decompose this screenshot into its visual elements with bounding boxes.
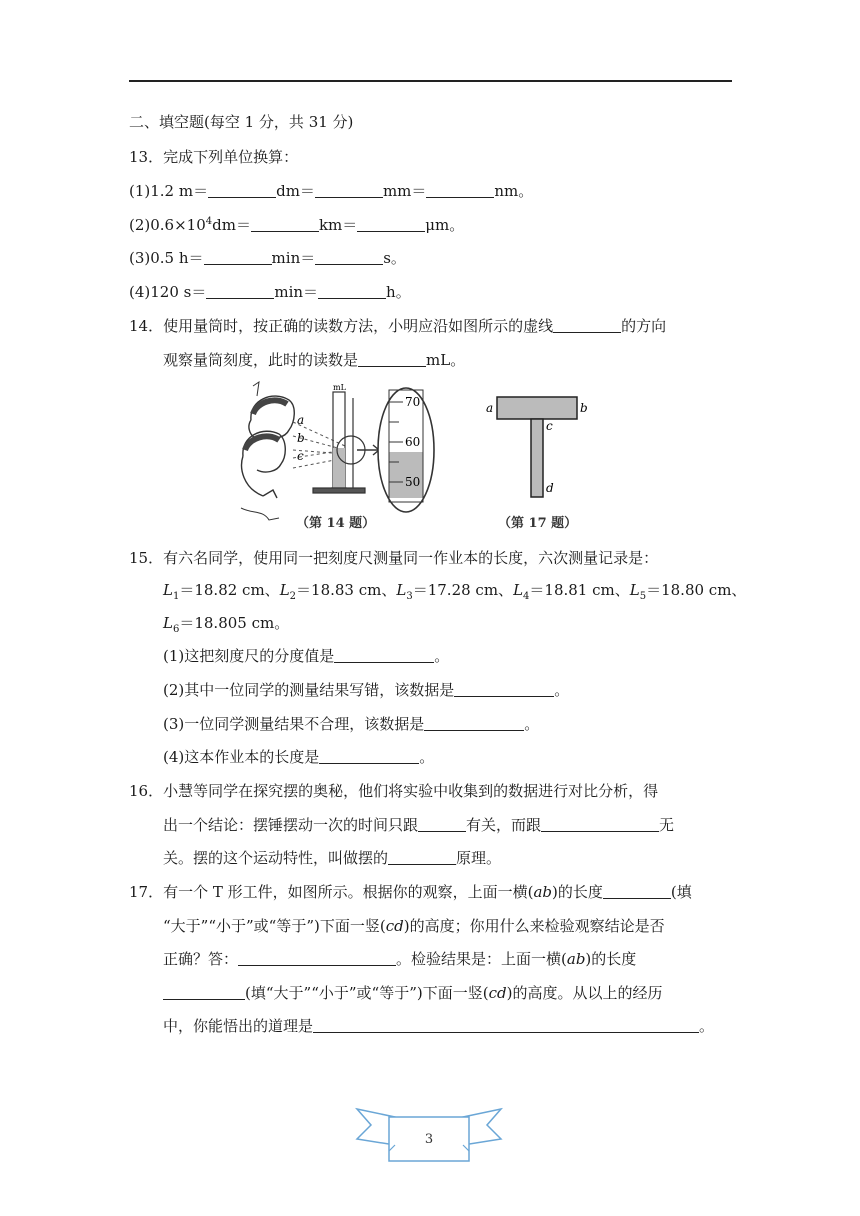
tick-70: 70 [405,395,421,409]
t-stem [531,419,543,497]
q16-line1: 16．小慧等同学在探究摆的奥秘，他们将实验中收集到的数据进行对比分析，得 [129,782,659,800]
answer-blank[interactable] [206,283,274,299]
answer-blank[interactable] [319,748,419,764]
figure-14-graduated-cylinder [233,378,448,533]
answer-blank[interactable] [313,1017,699,1033]
answer-blank[interactable] [418,816,466,832]
q15-line1: 15．有六名同学，使用同一把刻度尺测量同一作业本的长度，六次测量记录是： [129,549,659,567]
figure-17-caption: （第 17 题） [498,516,578,531]
answer-blank[interactable] [603,883,671,899]
zoom-arrow [357,445,379,455]
answer-blank[interactable] [251,216,319,232]
answer-blank[interactable] [318,283,386,299]
t-crossbar [497,397,577,419]
q16-line2: 出一个结论：摆锤摆动一次的时间只跟 有关，而跟 无 [163,816,675,834]
q17-line2: “大于”“小于”或“等于”)下面一竖(cd)的高度；你用什么来检验观察结论是否 [163,917,665,935]
eye-label-c: c [297,449,304,463]
answer-blank[interactable] [358,351,426,367]
graduated-cylinder [313,392,365,493]
q14-line1: 14．使用量筒时，按正确的读数方法，小明应沿如图所示的虚线 的方向 [129,317,667,335]
answer-blank[interactable] [454,681,554,697]
q15-sub2: (2)其中一位同学的测量结果写错，该数据是 。 [163,681,570,699]
answer-blank[interactable] [541,816,659,832]
eye-label-a: a [297,413,305,427]
page-footer-ribbon [355,1103,503,1165]
answer-blank[interactable] [357,216,425,232]
q15-sub4: (4)这本作业本的长度是 。 [163,748,435,766]
q13-part3: (3)0.5 h＝ min＝ s。 [129,249,406,267]
answer-blank[interactable] [204,249,272,265]
answer-blank[interactable] [424,715,524,731]
q15-sub3: (3)一位同学测量结果不合理，该数据是 。 [163,715,540,733]
answer-blank[interactable] [163,984,245,1000]
answer-blank[interactable] [388,849,456,865]
q15-line2: $L_1=18.82$ cm、$L_2=18.83$ cm、$L_3=17.28$ cm、$L_4=18.81$ cm、$L_5=18.80$ cm、 [163,581,747,602]
t-label-d: d [546,481,554,495]
header-rule [129,80,732,82]
answer-blank[interactable] [238,950,396,966]
q16-line3: 关。摆的这个运动特性，叫做摆的 原理。 [163,849,502,867]
q17-line1: 17．有一个 T 形工件，如图所示。根据你的观察，上面一横(ab)的长度 (填 [129,883,692,901]
q13-part1: (1)1.2 m＝ dm＝ mm＝ nm。 [129,182,534,200]
t-label-c: c [546,419,553,433]
answer-blank[interactable] [553,317,621,333]
q13-part4: (4)120 s＝ min＝ h。 [129,283,411,301]
tick-60: 60 [405,435,421,449]
answer-blank[interactable] [315,182,383,198]
eye-label-b: b [297,431,305,445]
q14-line2: 观察量筒刻度，此时的读数是 mL。 [163,351,466,369]
page-number: 3 [424,1132,434,1147]
q13-stem: 13．完成下列单位换算： [129,148,299,166]
tick-50: 50 [405,475,421,489]
answer-blank[interactable] [334,647,434,663]
q17-line3: 正确？答： 。检验结果是：上面一横(ab)的长度 [163,950,637,968]
student-heads [241,382,294,520]
section-title: 二、填空题(每空 1 分，共 31 分) [129,113,354,131]
q17-line4: (填“大于”“小于”或“等于”)下面一竖(cd)的高度。从以上的经历 [163,983,662,1003]
q15-sub1: (1)这把刻度尺的分度值是 。 [163,647,450,665]
t-label-b: b [580,401,588,415]
answer-blank[interactable] [208,182,276,198]
ml-label: mL [333,383,346,392]
t-label-a: a [486,401,494,415]
answer-blank[interactable] [426,182,494,198]
q13-part2: $(2)0.6\times 10^4dm= km= \mu m$。 [129,216,465,234]
q17-line5: 中，你能悟出的道理是 。 [163,1017,715,1035]
q15-line3: $L_6=18.805$ cm。 [163,614,290,635]
answer-blank[interactable] [315,249,383,265]
figure-14-caption: （第 14 题） [296,516,376,531]
figure-17-t-shape [482,392,592,504]
